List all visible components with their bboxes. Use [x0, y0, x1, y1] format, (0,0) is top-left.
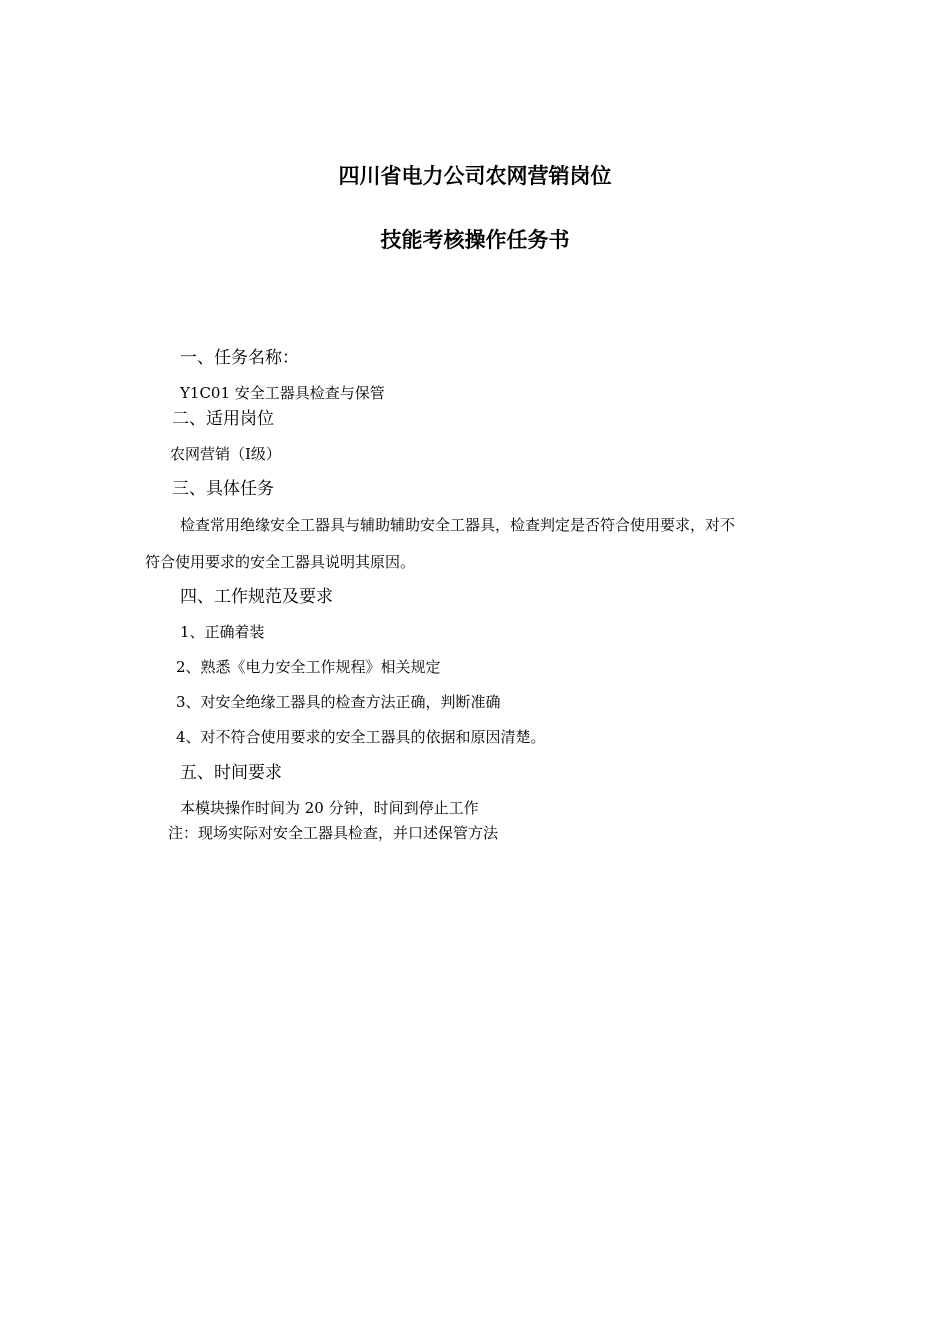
requirement-item-4: 4、对不符合使用要求的安全工器具的依据和原因清楚。	[176, 728, 546, 746]
requirement-item-1: 1、正确着装	[180, 623, 265, 641]
time-content: 本模块操作时间为 20 分钟，时间到停止工作	[180, 799, 479, 817]
requirement-item-2: 2、熟悉《电力安全工作规程》相关规定	[176, 658, 441, 676]
note-text: 注：现场实际对安全工器具检查，并口述保管方法	[168, 824, 499, 842]
position-content: 农网营销（Ⅰ级）	[170, 445, 281, 463]
requirement-item-3: 3、对安全绝缘工器具的检查方法正确，判断准确	[176, 693, 501, 711]
document-title-line-2: 技能考核操作任务书	[380, 228, 570, 252]
section-heading-specific-task: 三、具体任务	[172, 479, 274, 499]
task-name-content: Y1C01 安全工器具检查与保管	[180, 384, 385, 402]
section-heading-requirements: 四、工作规范及要求	[180, 587, 333, 607]
document-title-line-1: 四川省电力公司农网营销岗位	[338, 164, 612, 188]
specific-task-content-line-1: 检查常用绝缘安全工器具与辅助辅助安全工器具，检查判定是否符合使用要求，对不	[180, 516, 736, 534]
section-heading-task-name: 一、任务名称：	[180, 348, 299, 368]
section-heading-time: 五、时间要求	[180, 763, 282, 783]
specific-task-content-line-2: 符合使用要求的安全工器具说明其原因。	[145, 553, 416, 571]
section-heading-position: 二、适用岗位	[172, 409, 274, 429]
